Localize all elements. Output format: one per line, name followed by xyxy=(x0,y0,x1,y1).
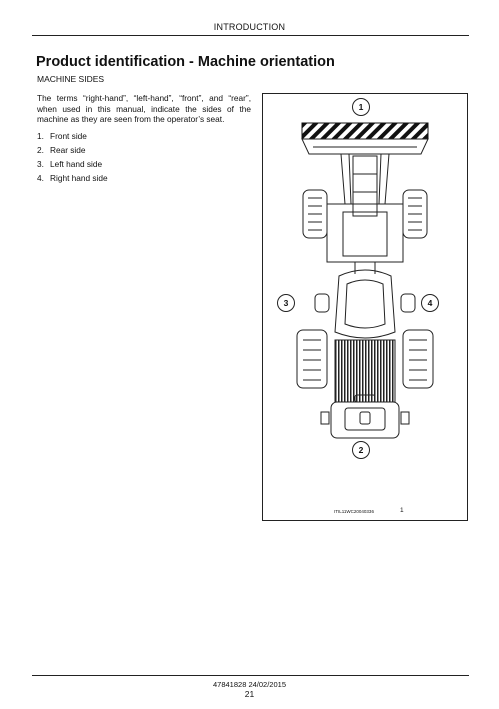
header-rule xyxy=(32,35,469,36)
list-item-number: 1. xyxy=(37,131,44,141)
list-item xyxy=(37,131,108,145)
figure-image-code: ITIL11WC20040336 xyxy=(334,509,374,514)
callout-rear: 2 xyxy=(352,441,370,459)
page-number: 21 xyxy=(244,689,255,699)
figure-number: 1 xyxy=(400,507,404,514)
intro-paragraph: The terms “right-hand”, “left-hand”, “front”, and “rear”, when used in this manual, indicate the sides of the machine as they are seen from the operator’s seat. xyxy=(37,93,251,125)
list-item-number: 3. xyxy=(37,159,44,169)
section-header: INTRODUCTION xyxy=(213,22,286,32)
list-item xyxy=(37,173,108,187)
list-item-label: Rear side xyxy=(50,145,86,155)
list-item-label: Right hand side xyxy=(50,173,108,183)
page-title: Product identification - Machine orientation xyxy=(36,54,335,70)
callout-right-side: 4 xyxy=(421,294,439,312)
list-item-number: 2. xyxy=(37,145,44,155)
machine-orientation-figure xyxy=(262,93,468,521)
callout-left-side: 3 xyxy=(277,294,295,312)
footer-rule xyxy=(32,675,469,676)
list-item xyxy=(37,159,108,173)
list-item-label: Front side xyxy=(50,131,87,141)
callout-front: 1 xyxy=(352,98,370,116)
list-item xyxy=(37,145,108,159)
sides-list xyxy=(37,131,108,187)
list-item-label: Left hand side xyxy=(50,159,103,169)
subsection-title: MACHINE SIDES xyxy=(37,74,105,84)
list-item-number: 4. xyxy=(37,173,44,183)
document-code: 47841828 24/02/2015 xyxy=(213,680,286,689)
